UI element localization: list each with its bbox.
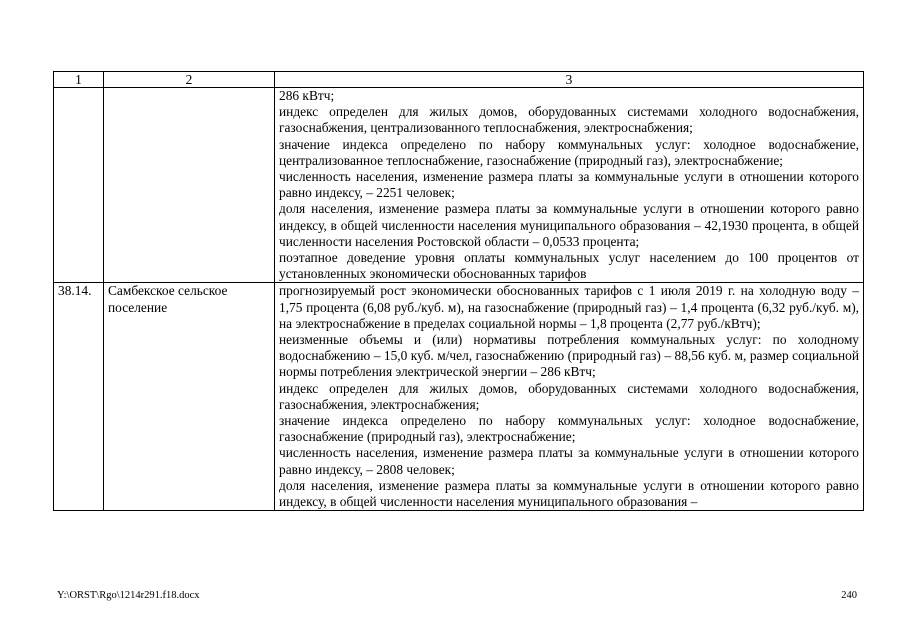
- paragraph: индекс определен для жилых домов, оборудованных системами холодного водоснабжения, газоснабжения, централизованного теплоснабжения, электроснабжения;: [279, 104, 859, 136]
- paragraph: доля населения, изменение размера платы за коммунальные услуги в отношении которого равно индексу, в общей численности населения муниципального образования –: [279, 477, 859, 510]
- paragraph: численность населения, изменение размера платы за коммунальные услуги в отношении которого равно индексу, – 2808 человек;: [279, 445, 859, 477]
- header-cell-1: 1: [54, 72, 104, 88]
- paragraph: прогнозируемый рост экономически обоснованных тарифов с 1 июля 2019 г. на холодную воду – 1,75 процента (6,08 руб./куб. м), на газоснабжение (природный газ) – 1,4 процента (6,32 руб./куб. м), на электроснабжение в пределах социальной нормы – 1,8 процента (2,77 руб./кВтч);: [279, 283, 859, 331]
- row-number-cell: 38.14.: [54, 283, 104, 511]
- table-header-row: [54, 72, 864, 88]
- paragraph: доля населения, изменение размера платы за коммунальные услуги в отношении которого равно индексу, в общей численности населения муниципального образования – 42,1930 процента, в общей численности населения Ростовской области – 0,0533 процента;: [279, 201, 859, 249]
- row-name-cell: [104, 88, 275, 283]
- paragraph: неизменные объемы и (или) нормативы потребления коммунальных услуг: по холодному водоснабжению – 15,0 куб. м/чел, газоснабжению (природный газ) – 88,56 куб. м, размер социальной нормы потребления электрической энергии – 286 кВтч;: [279, 332, 859, 380]
- row-number-cell: [54, 88, 104, 283]
- paragraph: 286 кВтч;: [279, 88, 335, 103]
- paragraph: значение индекса определено по набору коммунальных услуг: холодное водоснабжение, газоснабжение (природный газ), электроснабжение;: [279, 413, 859, 445]
- page-number: 240: [841, 590, 857, 601]
- row-name-cell: Самбекское сельское поселение: [104, 283, 275, 511]
- header-cell-2: 2: [104, 72, 275, 88]
- footer-file-path: Y:\ORST\Rgo\1214r291.f18.docx: [57, 590, 200, 601]
- table-row: [54, 88, 864, 283]
- paragraph: численность населения, изменение размера платы за коммунальные услуги в отношении которого равно индексу, – 2251 человек;: [279, 169, 859, 201]
- paragraph: индекс определен для жилых домов, оборудованных системами холодного водоснабжения, газоснабжения, электроснабжения;: [279, 380, 859, 412]
- document-table: [53, 71, 864, 511]
- row-content-cell: [275, 88, 864, 283]
- table-row: [54, 283, 864, 511]
- paragraph: значение индекса определено по набору коммунальных услуг: холодное водоснабжение, централизованное теплоснабжение, газоснабжение (природный газ), электроснабжение;: [279, 136, 859, 168]
- paragraph: поэтапное доведение уровня оплаты коммунальных услуг населением до 100 процентов от установленных экономически обоснованных тарифов: [279, 250, 859, 282]
- header-cell-3: 3: [275, 72, 864, 88]
- row-content-cell: [275, 283, 864, 511]
